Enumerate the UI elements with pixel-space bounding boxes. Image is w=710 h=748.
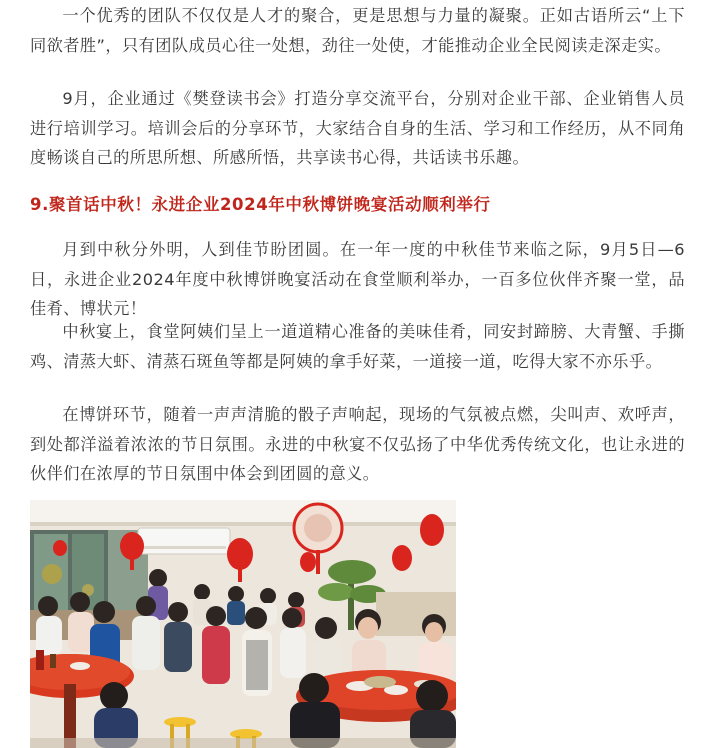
banquet-photo bbox=[30, 500, 456, 748]
paragraph-team: 一个优秀的团队不仅仅是人才的聚合，更是思想与力量的凝聚。正如古语所云“上下同欲者胜”，只有团队成员心往一处想，劲往一处使，才能推动企业全民阅读走深走实。 bbox=[30, 6, 685, 55]
section-heading: 9.聚首话中秋！永进企业2024年中秋博饼晚宴活动顺利举行 bbox=[30, 195, 491, 214]
paragraph-moon: 月到中秋分外明，人到佳节盼团圆。在一年一度的中秋佳节来临之际，9月5日—6日，永进企业2024年度中秋博饼晚宴活动在食堂顺利举办，一百多位伙伴齐聚一堂，品佳肴、博状元！ bbox=[30, 240, 685, 318]
paragraph-september: 9月，企业通过《樊登读书会》打造分享交流平台，分别对企业干部、企业销售人员进行培训学习。培训会后的分享环节，大家结合自身的生活、学习和工作经历，从不同角度畅谈自己的所思所想、所感所悟，共享读书心得，共话读书乐趣。 bbox=[30, 89, 685, 167]
paragraph-game: 在博饼环节，随着一声声清脆的骰子声响起，现场的气氛被点燃，尖叫声、欢呼声，到处都洋溢着浓浓的节日氛围。永进的中秋宴不仅弘扬了中华优秀传统文化，也让永进的伙伴们在浓厚的节日氛围中体会到团圆的意义。 bbox=[30, 405, 685, 483]
paragraph-feast: 中秋宴上，食堂阿姨们呈上一道道精心准备的美味佳肴，同安封蹄膀、大青蟹、手撕鸡、清蒸大虾、清蒸石斑鱼等都是阿姨的拿手好菜，一道接一道，吃得大家不亦乐乎。 bbox=[30, 322, 685, 371]
